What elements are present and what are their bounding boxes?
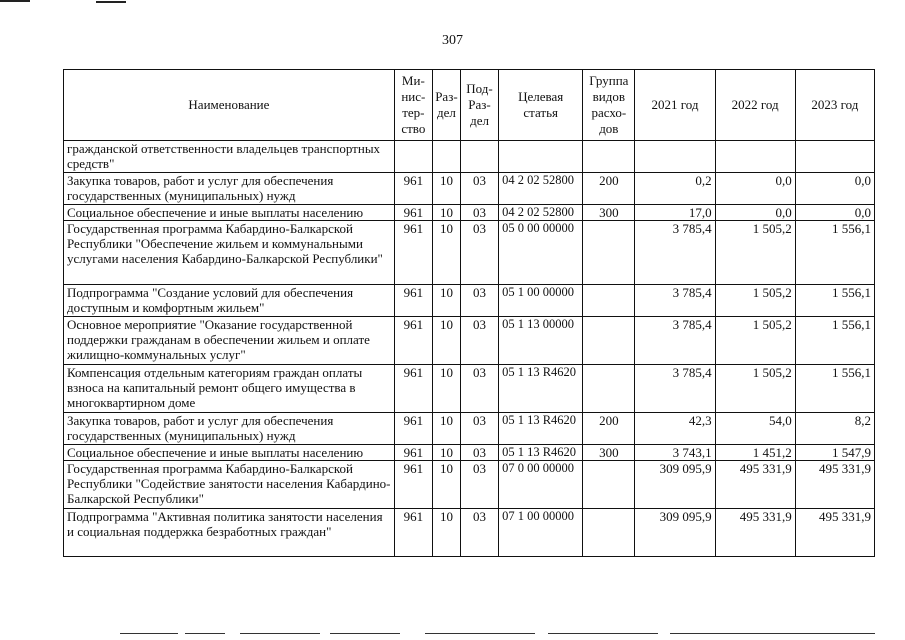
cell-target-article: 05 0 00 00000: [499, 221, 583, 285]
cell-2021: 3 785,4: [635, 365, 715, 413]
table-row: [64, 445, 875, 461]
cell-target-article: 04 2 02 52800: [499, 205, 583, 221]
cell-2021: 3 785,4: [635, 317, 715, 365]
cell-2021: 3 743,1: [635, 445, 715, 461]
cell-2023: 0,0: [795, 205, 874, 221]
cell-ministry: 961: [394, 461, 432, 509]
cell-name: Государственная программа Кабардино-Балкарской Республики "Обеспечение жильем и коммунальными услугами населения Кабардино-Балкарской Республики": [64, 221, 395, 285]
table-row: [64, 205, 875, 221]
scan-line: [240, 633, 320, 634]
cell-ministry: 961: [394, 221, 432, 285]
cell-name: Социальное обеспечение и иные выплаты населению: [64, 445, 395, 461]
cell-expense-group: [583, 365, 635, 413]
cell-section: 10: [432, 509, 460, 557]
cell-section: 10: [432, 445, 460, 461]
table-body: [64, 141, 875, 557]
cell-target-article: 05 1 13 00000: [499, 317, 583, 365]
cell-ministry: 961: [394, 205, 432, 221]
header-subsection: Под- Раз- дел: [460, 70, 498, 141]
cell-ministry: 961: [394, 285, 432, 317]
cell-2022: 495 331,9: [715, 461, 795, 509]
budget-table: [63, 69, 875, 557]
cell-2022: 1 505,2: [715, 285, 795, 317]
cell-2023: 495 331,9: [795, 461, 874, 509]
cell-subsection: 03: [460, 317, 498, 365]
table-row: [64, 285, 875, 317]
cell-2023: 1 547,9: [795, 445, 874, 461]
cell-target-article: 05 1 13 R4620: [499, 413, 583, 445]
cell-expense-group: [583, 509, 635, 557]
table-row: [64, 173, 875, 205]
cell-section: 10: [432, 205, 460, 221]
cell-section: 10: [432, 461, 460, 509]
cell-name: Компенсация отдельным категориям граждан оплаты взноса на капитальный ремонт общего имущества в многоквартирном доме: [64, 365, 395, 413]
cell-expense-group: [583, 317, 635, 365]
scan-line: [670, 633, 875, 634]
cell-target-article: 04 2 02 52800: [499, 173, 583, 205]
cell-name: Подпрограмма "Создание условий для обеспечения доступным и комфортным жильем": [64, 285, 395, 317]
cell-ministry: 961: [394, 509, 432, 557]
header-2023: 2023 год: [795, 70, 874, 141]
cell-target-article: 05 1 13 R4620: [499, 445, 583, 461]
cell-2022: 54,0: [715, 413, 795, 445]
cell-subsection: 03: [460, 205, 498, 221]
table-row: [64, 509, 875, 557]
cell-ministry: 961: [394, 317, 432, 365]
cell-section: 10: [432, 413, 460, 445]
cell-subsection: 03: [460, 461, 498, 509]
cell-subsection: 03: [460, 221, 498, 285]
cell-2023: 1 556,1: [795, 285, 874, 317]
header-section: Раз- дел: [432, 70, 460, 141]
cell-2022: 0,0: [715, 205, 795, 221]
table-row: [64, 221, 875, 285]
cell-2023: 8,2: [795, 413, 874, 445]
cell-subsection: 03: [460, 413, 498, 445]
cell-2022: 1 505,2: [715, 317, 795, 365]
scan-line: [185, 633, 225, 634]
cell-name: гражданской ответственности владельцев транспортных средств": [64, 141, 395, 173]
cell-section: 10: [432, 285, 460, 317]
cell-expense-group: [583, 285, 635, 317]
header-2021: 2021 год: [635, 70, 715, 141]
cell-2021: 309 095,9: [635, 461, 715, 509]
cell-2021: 309 095,9: [635, 509, 715, 557]
header-ministry: Ми- нис- тер- ство: [394, 70, 432, 141]
table-row: [64, 365, 875, 413]
cell-ministry: 961: [394, 365, 432, 413]
cell-2023: 1 556,1: [795, 317, 874, 365]
cell-2021: 42,3: [635, 413, 715, 445]
cell-subsection: 03: [460, 285, 498, 317]
cell-2023: 1 556,1: [795, 221, 874, 285]
cell-section: 10: [432, 317, 460, 365]
cell-2021: [635, 141, 715, 173]
table-row: [64, 141, 875, 173]
scan-mark: [96, 1, 126, 3]
cell-2021: 17,0: [635, 205, 715, 221]
scan-line: [425, 633, 535, 634]
header-target-article: Целевая статья: [499, 70, 583, 141]
cell-expense-group: 200: [583, 173, 635, 205]
cell-2021: 3 785,4: [635, 221, 715, 285]
cell-target-article: 05 1 13 R4620: [499, 365, 583, 413]
cell-subsection: 03: [460, 173, 498, 205]
cell-subsection: 03: [460, 445, 498, 461]
cell-2022: 1 505,2: [715, 365, 795, 413]
cell-subsection: [460, 141, 498, 173]
cell-2023: 1 556,1: [795, 365, 874, 413]
cell-section: 10: [432, 221, 460, 285]
cell-name: Социальное обеспечение и иные выплаты населению: [64, 205, 395, 221]
cell-name: Закупка товаров, работ и услуг для обеспечения государственных (муниципальных) нужд: [64, 413, 395, 445]
cell-subsection: 03: [460, 365, 498, 413]
cell-section: [432, 141, 460, 173]
cell-expense-group: [583, 221, 635, 285]
scan-mark: [0, 0, 30, 2]
cell-2022: 1 505,2: [715, 221, 795, 285]
cell-name: Основное мероприятие "Оказание государственной поддержки гражданам в обеспечении жильем и оплате жилищно-коммунальных услуг": [64, 317, 395, 365]
cell-expense-group: 300: [583, 445, 635, 461]
cell-2023: 0,0: [795, 173, 874, 205]
table-row: [64, 413, 875, 445]
cell-target-article: 07 0 00 00000: [499, 461, 583, 509]
table-row: [64, 461, 875, 509]
scan-line: [330, 633, 400, 634]
cell-name: Государственная программа Кабардино-Балкарской Республики "Содействие занятости населения Кабардино-Балкарской Республики": [64, 461, 395, 509]
header-expense-group: Группа видов расхо- дов: [583, 70, 635, 141]
table-header-row: [64, 70, 875, 141]
cell-2022: 495 331,9: [715, 509, 795, 557]
cell-ministry: [394, 141, 432, 173]
cell-2021: 0,2: [635, 173, 715, 205]
cell-2022: 1 451,2: [715, 445, 795, 461]
cell-section: 10: [432, 365, 460, 413]
cell-2023: 495 331,9: [795, 509, 874, 557]
cell-target-article: [499, 141, 583, 173]
cell-subsection: 03: [460, 509, 498, 557]
cell-section: 10: [432, 173, 460, 205]
scan-line: [548, 633, 658, 634]
table-row: [64, 317, 875, 365]
cell-name: Закупка товаров, работ и услуг для обеспечения государственных (муниципальных) нужд: [64, 173, 395, 205]
scan-line: [120, 633, 178, 634]
cell-target-article: 07 1 00 00000: [499, 509, 583, 557]
cell-2021: 3 785,4: [635, 285, 715, 317]
cell-2023: [795, 141, 874, 173]
cell-target-article: 05 1 00 00000: [499, 285, 583, 317]
cell-name: Подпрограмма "Активная политика занятости населения и социальная поддержка безработных граждан": [64, 509, 395, 557]
cell-expense-group: 300: [583, 205, 635, 221]
cell-ministry: 961: [394, 173, 432, 205]
cell-2022: 0,0: [715, 173, 795, 205]
cell-2022: [715, 141, 795, 173]
cell-ministry: 961: [394, 445, 432, 461]
cell-ministry: 961: [394, 413, 432, 445]
cell-expense-group: [583, 461, 635, 509]
cell-expense-group: 200: [583, 413, 635, 445]
header-2022: 2022 год: [715, 70, 795, 141]
header-name: Наименование: [64, 70, 395, 141]
page-number: 307: [442, 33, 463, 48]
cell-expense-group: [583, 141, 635, 173]
